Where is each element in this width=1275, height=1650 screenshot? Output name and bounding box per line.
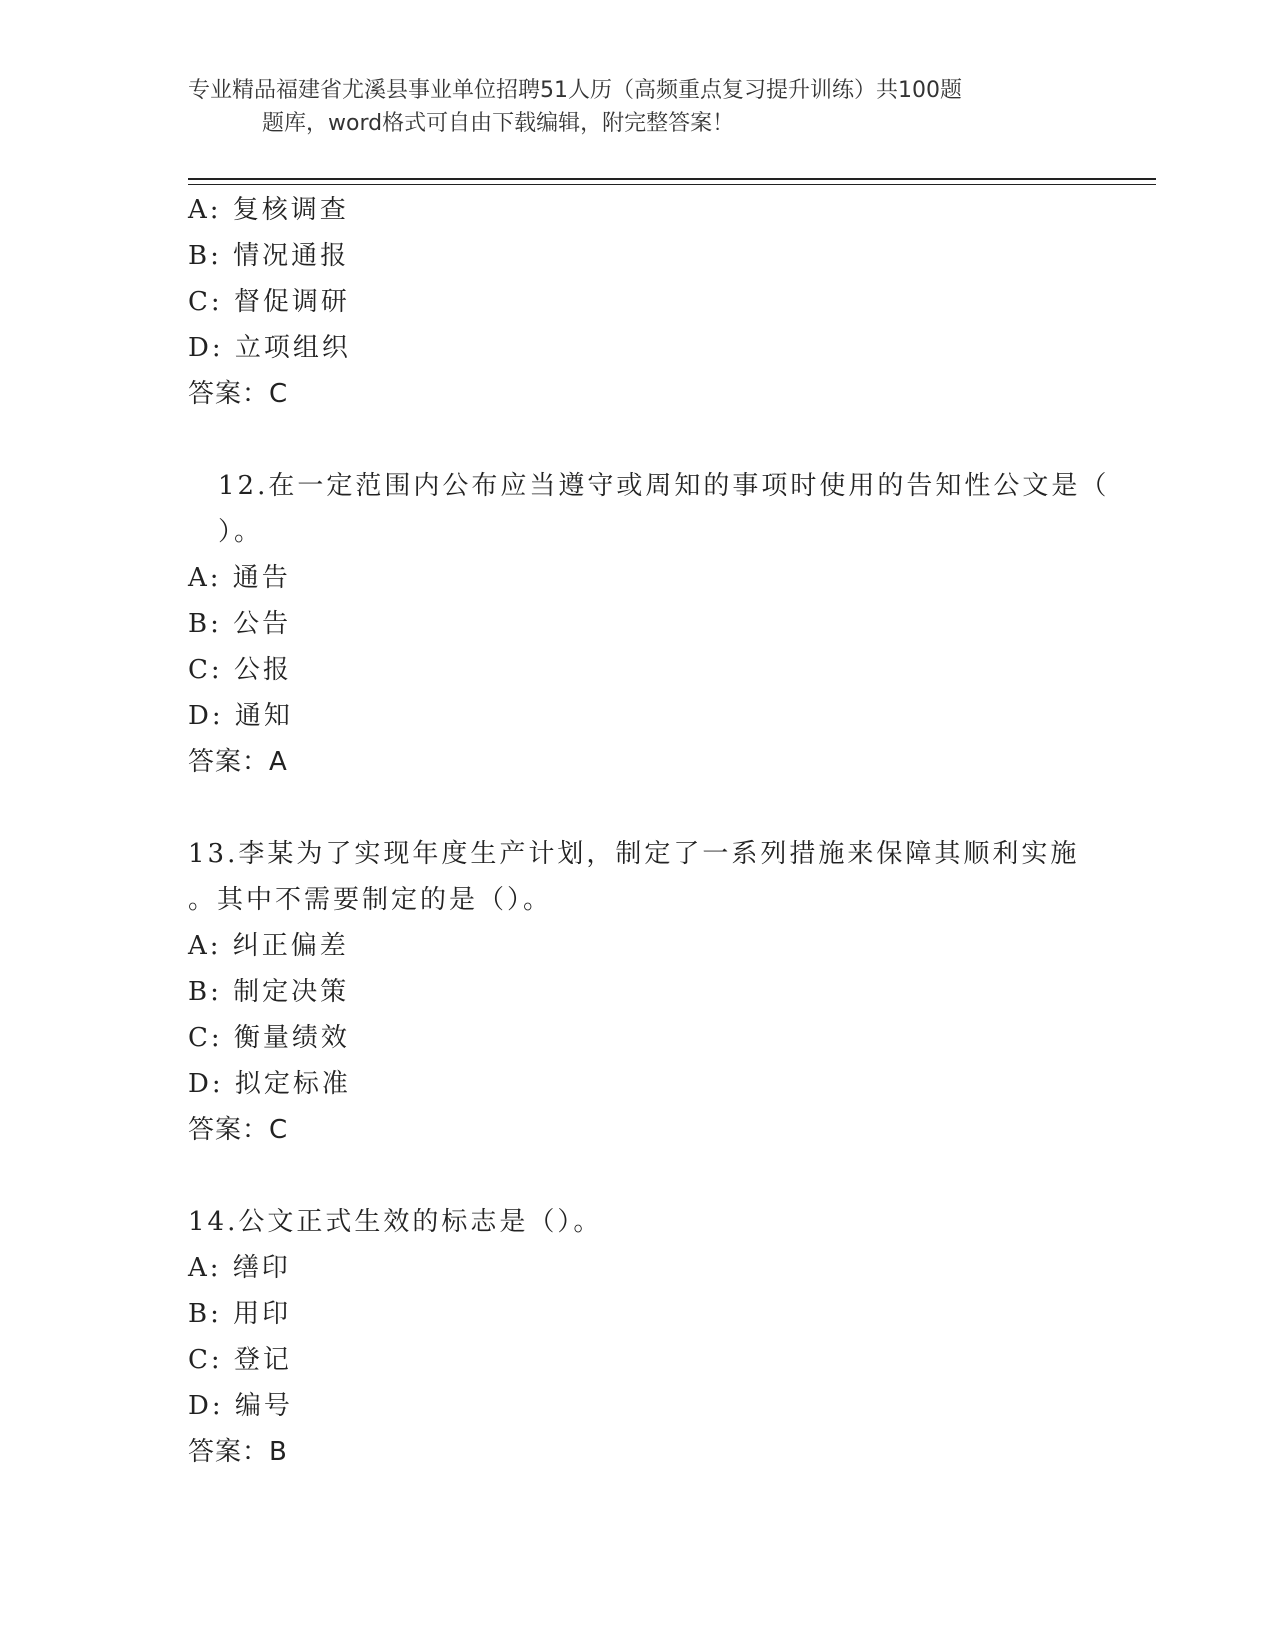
question-text-line1: 13.李某为了实现年度生产计划，制定了一系列措施来保障其顺利实施	[188, 839, 1080, 869]
option-a: A: 纠正偏差	[188, 931, 349, 961]
question-11	[188, 187, 1078, 417]
option-b: B: 公告	[188, 609, 292, 639]
option-b: B: 情况通报	[188, 241, 350, 271]
answer-line: 答案：C	[188, 379, 289, 409]
question-14	[188, 1199, 1078, 1475]
header-divider-thin	[188, 184, 1156, 185]
document-header	[188, 74, 1068, 140]
header-title-line2: 题库，word格式可自由下载编辑，附完整答案！	[262, 111, 735, 136]
option-c: C: 衡量绩效	[188, 1023, 350, 1053]
option-a: A: 缮印	[188, 1253, 291, 1283]
option-a: A: 复核调查	[188, 195, 349, 225]
answer-line: 答案：B	[188, 1437, 288, 1467]
option-c: C: 登记	[188, 1345, 292, 1375]
option-a: A: 通告	[188, 563, 291, 593]
option-d: D: 通知	[188, 701, 293, 731]
question-text-line2: 。其中不需要制定的是（）。	[188, 885, 553, 915]
answer-line: 答案：C	[188, 1115, 289, 1145]
question-text	[188, 463, 1110, 555]
header-title-line1: 专业精品福建省尤溪县事业单位招聘51人历（高频重点复习提升训练）共100题	[188, 78, 962, 103]
option-d: D: 立项组织	[188, 333, 351, 363]
question-text: 14.公文正式生效的标志是（）。	[188, 1207, 603, 1237]
option-c: C: 公报	[188, 655, 292, 685]
question-text-line2: ）。	[218, 517, 264, 547]
question-list	[188, 187, 1110, 1475]
option-b: B: 制定决策	[188, 977, 350, 1007]
option-b: B: 用印	[188, 1299, 292, 1329]
question-13	[188, 831, 1078, 1153]
option-c: C: 督促调研	[188, 287, 350, 317]
question-text	[188, 831, 1078, 923]
option-d: D: 拟定标准	[188, 1069, 351, 1099]
question-12	[188, 463, 1110, 785]
answer-line: 答案：A	[188, 747, 288, 777]
option-d: D: 编号	[188, 1391, 293, 1421]
header-divider-thick	[188, 178, 1156, 180]
question-text-line1: 12.在一定范围内公布应当遵守或周知的事项时使用的告知性公文是（	[218, 471, 1110, 501]
